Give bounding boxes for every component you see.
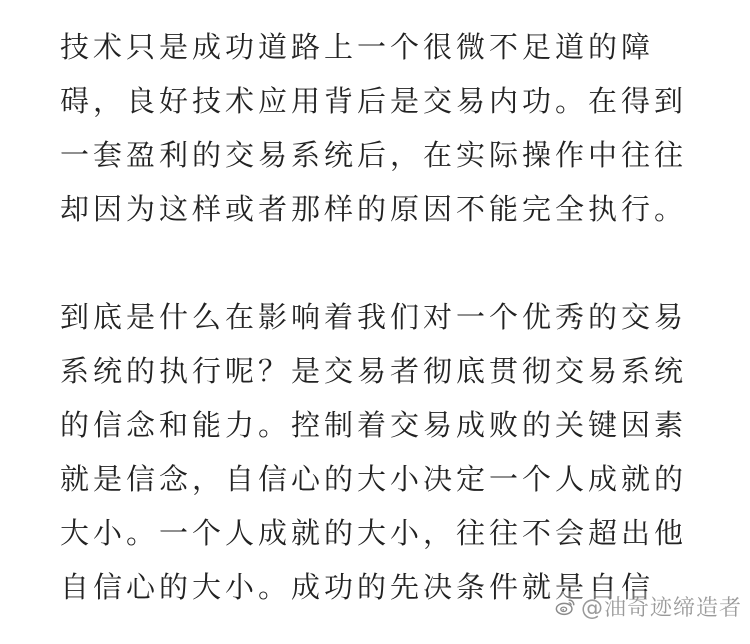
- paragraph-1: [60, 20, 700, 236]
- text-line: 自信心的大小。成功的先决条件就是自信: [60, 570, 655, 604]
- text-line: 一套盈利的交易系统后，在实际操作中往往: [60, 138, 688, 172]
- text-line: 系统的执行呢？是交易者彻底贯彻交易系统: [60, 354, 688, 388]
- paragraph-spacer: [60, 236, 700, 290]
- article-body: [60, 20, 700, 614]
- text-line: 到底是什么在影响着我们对一个优秀的交易: [60, 300, 688, 334]
- text-line: 却因为这样或者那样的原因不能完全执行。: [60, 192, 688, 226]
- text-line: 的信念和能力。控制着交易成败的关键因素: [60, 408, 688, 442]
- watermark-text: @油奇迹缔造者: [580, 596, 742, 621]
- text-line: 大小。一个人成就的大小，往往不会超出他: [60, 516, 688, 550]
- paragraph-2: [60, 290, 700, 614]
- text-line: 碍，良好技术应用背后是交易内功。在得到: [60, 84, 688, 118]
- text-line: 就是信念，自信心的大小决定一个人成就的: [60, 462, 688, 496]
- weibo-icon: [555, 596, 577, 618]
- weibo-watermark: [555, 591, 742, 622]
- text-line: 技术只是成功道路上一个很微不足道的障: [60, 30, 655, 64]
